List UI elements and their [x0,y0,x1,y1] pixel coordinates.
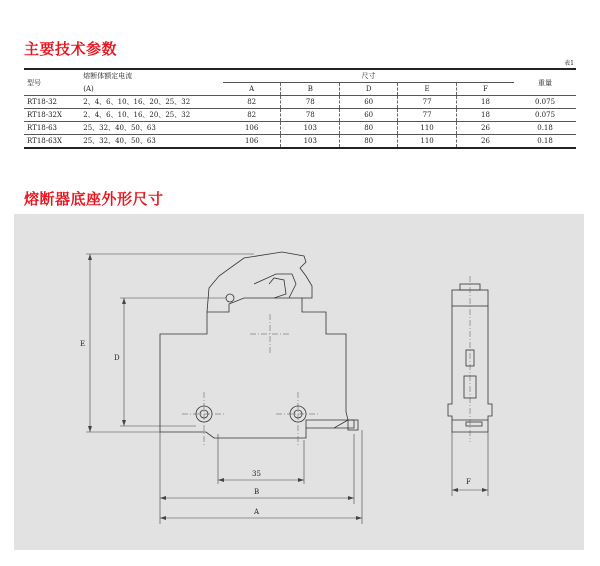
table-row [24,122,576,135]
spec-table [24,68,576,149]
header-dim-D: D [340,83,398,96]
table-row [24,96,576,109]
cell-E: 110 [398,122,457,135]
fuse-holder-lever [207,252,312,312]
cell-weight: 0.075 [535,111,556,119]
cell-B: 103 [281,135,340,149]
cell-B: 78 [281,96,340,109]
cell-model: RT18-63X [27,137,62,145]
header-dim-E: E [398,83,457,96]
section-title-base-dimensions: 熔断器底座外形尺寸 [24,190,164,208]
dim-label-35: 35 [252,470,261,478]
cell-model: RT18-32X [27,111,62,119]
cell-A: 106 [244,137,259,145]
table-number-label: 表1 [564,60,574,67]
cell-current: 2、4、6、10、16、20、25、32 [83,98,191,106]
cell-current: 25、32、40、50、63 [83,124,156,132]
section-title-tech-params: 主要技术参数 [24,40,118,58]
cell-current: 25、32、40、50、63 [83,137,156,145]
cell-D: 60 [340,96,398,109]
cell-F: 18 [456,96,514,109]
cell-current: 2、4、6、10、16、20、25、32 [83,111,191,119]
header-model: 型号 [24,69,80,96]
pivot-hole [226,294,234,302]
cell-weight: 0.075 [535,98,556,106]
dim-label-B: B [254,488,260,496]
cell-weight: 0.18 [537,124,553,132]
cell-B: 78 [281,109,340,122]
header-dimensions: 尺寸 [223,69,514,83]
header-weight: 重量 [514,69,576,96]
cell-A: 82 [247,111,257,119]
fuse-base-body [160,298,348,438]
table-row [24,135,576,149]
dim-label-E: E [80,340,86,348]
dim-label-F: F [466,478,471,486]
header-current-unit: (A) [83,84,94,93]
cell-E: 77 [398,96,457,109]
dim-label-A: A [254,508,260,516]
cell-D: 60 [340,109,398,122]
cell-D: 80 [340,122,398,135]
cell-weight: 0.18 [537,137,553,145]
header-dim-B: B [281,83,340,96]
dim-label-D: D [114,354,120,362]
cell-E: 77 [398,109,457,122]
drawing-svg [14,214,584,550]
cell-B: 103 [281,122,340,135]
cell-model: RT18-63 [27,124,57,132]
cell-F: 18 [456,109,514,122]
cell-F: 26 [456,135,514,149]
header-dim-A: A [249,85,255,93]
rail-clip [306,420,354,428]
cell-E: 110 [398,135,457,149]
dimension-drawing [14,214,584,550]
cell-F: 26 [456,122,514,135]
cell-model: RT18-32 [27,98,57,106]
header-dim-F: F [456,83,514,96]
rail-clip-tab [348,420,358,430]
cell-D: 80 [340,135,398,149]
header-current: 熔断体额定电流 [83,72,133,81]
table-row [24,109,576,122]
cell-A: 106 [244,124,259,132]
cell-A: 82 [247,98,257,106]
